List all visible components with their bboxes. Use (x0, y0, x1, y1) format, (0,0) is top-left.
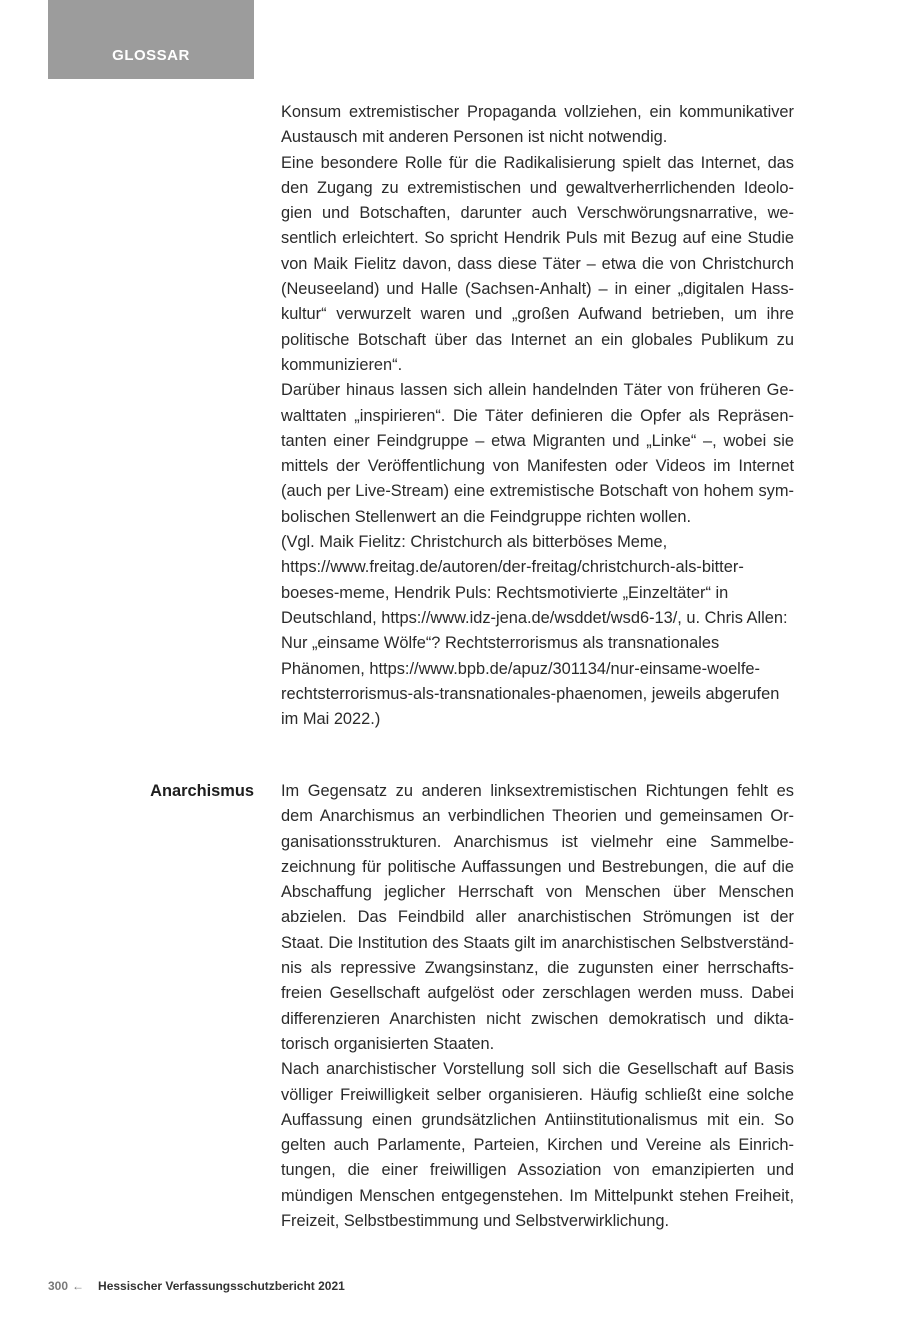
section-label: GLOSSAR (112, 47, 190, 64)
page-footer (48, 1278, 345, 1294)
paragraph: Eine besondere Rolle für die Radikalisierung spielt das Internet, das den Zugang zu extremistischen und gewaltverherrlichenden Ideologien und Botschaften, darunter auch Verschwörungsnarrative, wesentlich erleichtert. So spricht Hendrik Puls mit Bezug auf eine Studie von Maik Fielitz davon, dass diese Täter – etwa die von Christchurch (Neuseeland) und Halle (Sachsen-Anhalt) – in einer „digitalen Hasskultur“ verwurzelt waren und „großen Aufwand betrieben, um ihre politische Botschaft über das Internet an ein globales Publikum zu kommunizieren“. (281, 153, 794, 374)
paragraph: Darüber hinaus lassen sich allein handelnden Täter von früheren Gewalttaten „inspirieren“. Die Täter definieren die Opfer als Repräsentanten einer Feindgruppe – etwa Migranten und „Linke“ –, wobei sie mittels der Veröffentlichung von Manifesten oder Videos im Internet (auch per Live-Stream) eine extremistische Botschaft von hohem symbolischen Stellenwert an die Feindgruppe richten wollen. (281, 381, 794, 526)
paragraph: Konsum extremistischer Propaganda vollziehen, ein kommunikativer Austausch mit anderen Personen ist nicht notwendig. (281, 103, 794, 147)
references-paragraph: (Vgl. Maik Fielitz: Christchurch als bitterböses Meme, https://www.freitag.de/autoren/der-freitag/christchurch-als-bitterboeses-meme, Hendrik Puls: Rechtsmotivierte „Einzeltäter“ in Deutschland, https://www.idz-jena.de/wsddet/wsd6-13/, u. Chris Allen: Nur „einsame Wölfe“? Rechtsterrorismus als transnationales Phänomen, https://www.bpb.de/apuz/301134/nur-einsame-woelfe-rechtsterrorismus-als-transnationales-phaenomen, jeweils abgerufen im Mai 2022.) (281, 533, 788, 729)
paragraph: Nach anarchistischer Vorstellung soll sich die Gesellschaft auf Basis völliger Freiwilligkeit selber organisieren. Häufig schließt eine solche Auffassung einen grundsätzlichen Antiinstitutionalismus mit ein. So gelten auch Parlamente, Parteien, Kirchen und Vereine als Einrichtungen, die einer freiwilligen Assoziation von emanzipierten und mündigen Menschen entgegenstehen. Im Mittelpunkt stehen Freiheit, Freizeit, Selbstbestimmung und Selbstverwirklichung. (281, 1060, 794, 1231)
continued-entry-body (281, 100, 794, 732)
page-number: 300 (48, 1279, 69, 1293)
glossary-term-anarchismus: Anarchismus (150, 782, 254, 800)
publication-title: Hessischer Verfassungsschutzbericht 2021 (98, 1279, 345, 1293)
arrow-left-icon: ← (72, 1279, 85, 1293)
glossary-definition-anarchismus (281, 779, 794, 1234)
section-tab (48, 0, 254, 79)
paragraph: Im Gegensatz zu anderen linksextremistischen Richtungen fehlt es dem Anarchismus an verbindlichen Theorien und gemeinsamen Organisationsstrukturen. Anarchismus ist vielmehr eine Sammelbezeichnung für politische Auffassungen und Bestrebungen, die auf die Abschaffung jeglicher Herrschaft von Menschen über Menschen abzielen. Das Feindbild aller anarchistischen Strömungen ist der Staat. Die Institution des Staats gilt im anarchistischen Selbstverständnis als repressive Zwangsinstanz, die zugunsten einer herrschaftsfreien Gesellschaft aufgelöst oder zerschlagen werden muss. Dabei differenzieren Anarchisten nicht zwischen demokratisch und diktatorisch organisierten Staaten. (281, 782, 794, 1053)
